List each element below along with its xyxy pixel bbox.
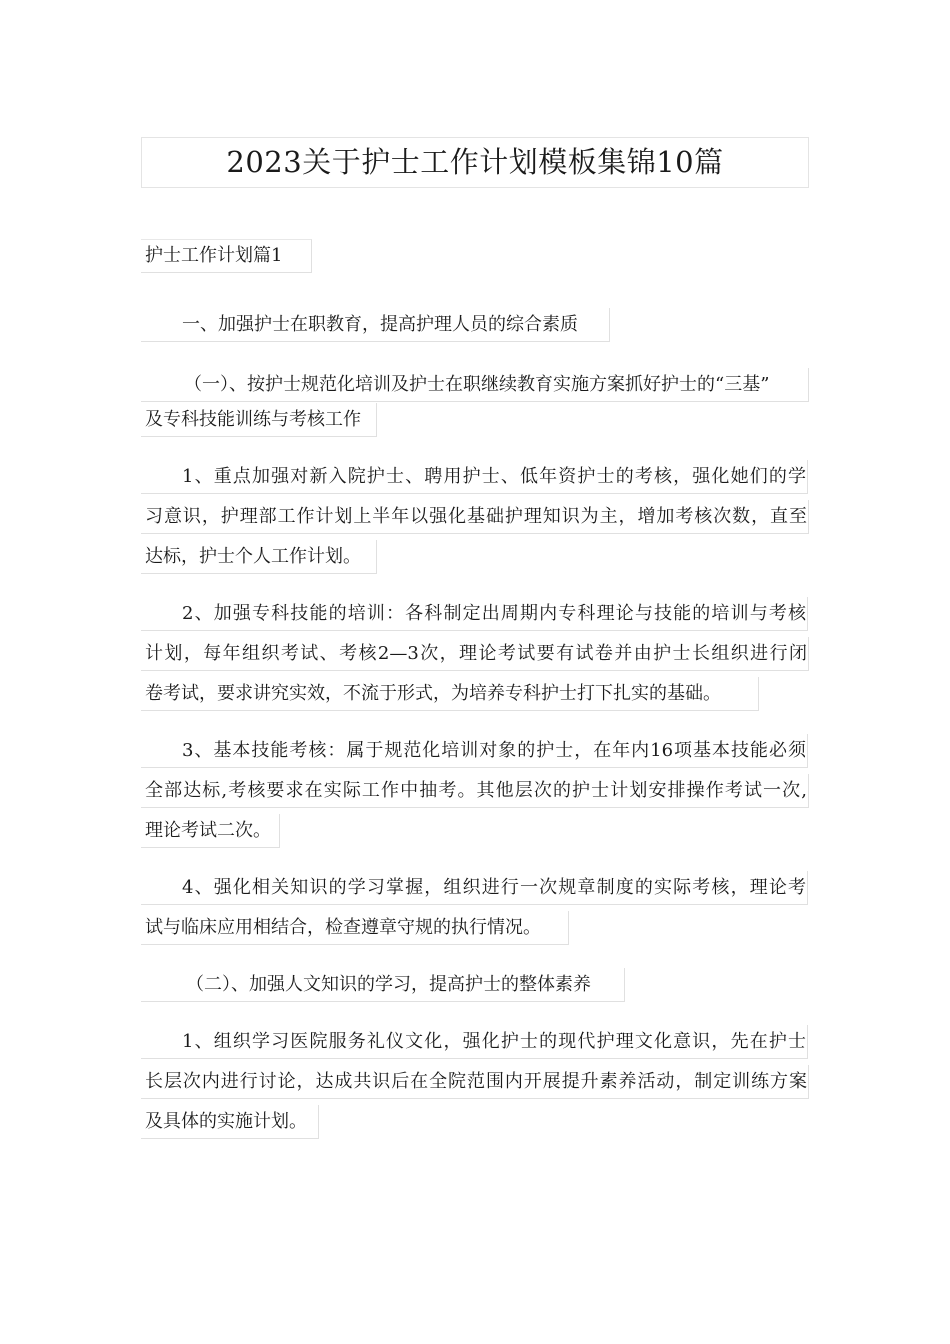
sub-1-heading-line: 及专科技能训练与考核工作 [145, 409, 361, 430]
section-heading: 护士工作计划篇1 [145, 245, 283, 266]
point-1-heading-line: 一、加强护士在职教育，提高护理人员的综合素质 [182, 314, 578, 335]
item-1-2-line: 计划，每年组织考试、考核2—3次，理论考试要有试卷并由护士长组织进行闭 [145, 643, 807, 664]
item-1-3-line: 3、基本技能考核：属于规范化培训对象的护士，在年内16项基本技能必须 [182, 740, 806, 761]
item-1-4-line: 试与临床应用相结合，检查遵章守规的执行情况。 [145, 917, 541, 938]
item-1-3-line: 全部达标,考核要求在实际工作中抽考。其他层次的护士计划安排操作考试一次, [145, 780, 807, 801]
item-2-1-line: 1、组织学习医院服务礼仪文化，强化护士的现代护理文化意识，先在护士 [182, 1031, 806, 1052]
document-title: 2023关于护士工作计划模板集锦10篇 [226, 145, 724, 179]
item-1-1-line: 习意识，护理部工作计划上半年以强化基础护理知识为主，增加考核次数，直至 [145, 506, 807, 527]
sub-2-heading-line: （二）、加强人文知识的学习，提高护士的整体素养 [186, 974, 591, 995]
item-1-4-line: 4、强化相关知识的学习掌握，组织进行一次规章制度的实际考核，理论考 [182, 877, 806, 898]
item-1-3-line: 理论考试二次。 [145, 820, 271, 841]
item-2-1-line: 长层次内进行讨论，达成共识后在全院范围内开展提升素养活动，制定训练方案 [145, 1071, 807, 1092]
sub-1-heading-line: （一）、按护士规范化培训及护士在职继续教育实施方案抓好护士的“三基” [184, 374, 770, 395]
item-1-2-line: 卷考试，要求讲究实效，不流于形式，为培养专科护士打下扎实的基础。 [145, 683, 721, 704]
item-2-1-line: 及具体的实施计划。 [145, 1111, 307, 1132]
item-1-1-line: 达标，护士个人工作计划。 [145, 546, 361, 567]
item-1-1-line: 1、重点加强对新入院护士、聘用护士、低年资护士的考核，强化她们的学 [182, 466, 806, 487]
item-1-2-line: 2、加强专科技能的培训：各科制定出周期内专科理论与技能的培训与考核 [182, 603, 806, 624]
